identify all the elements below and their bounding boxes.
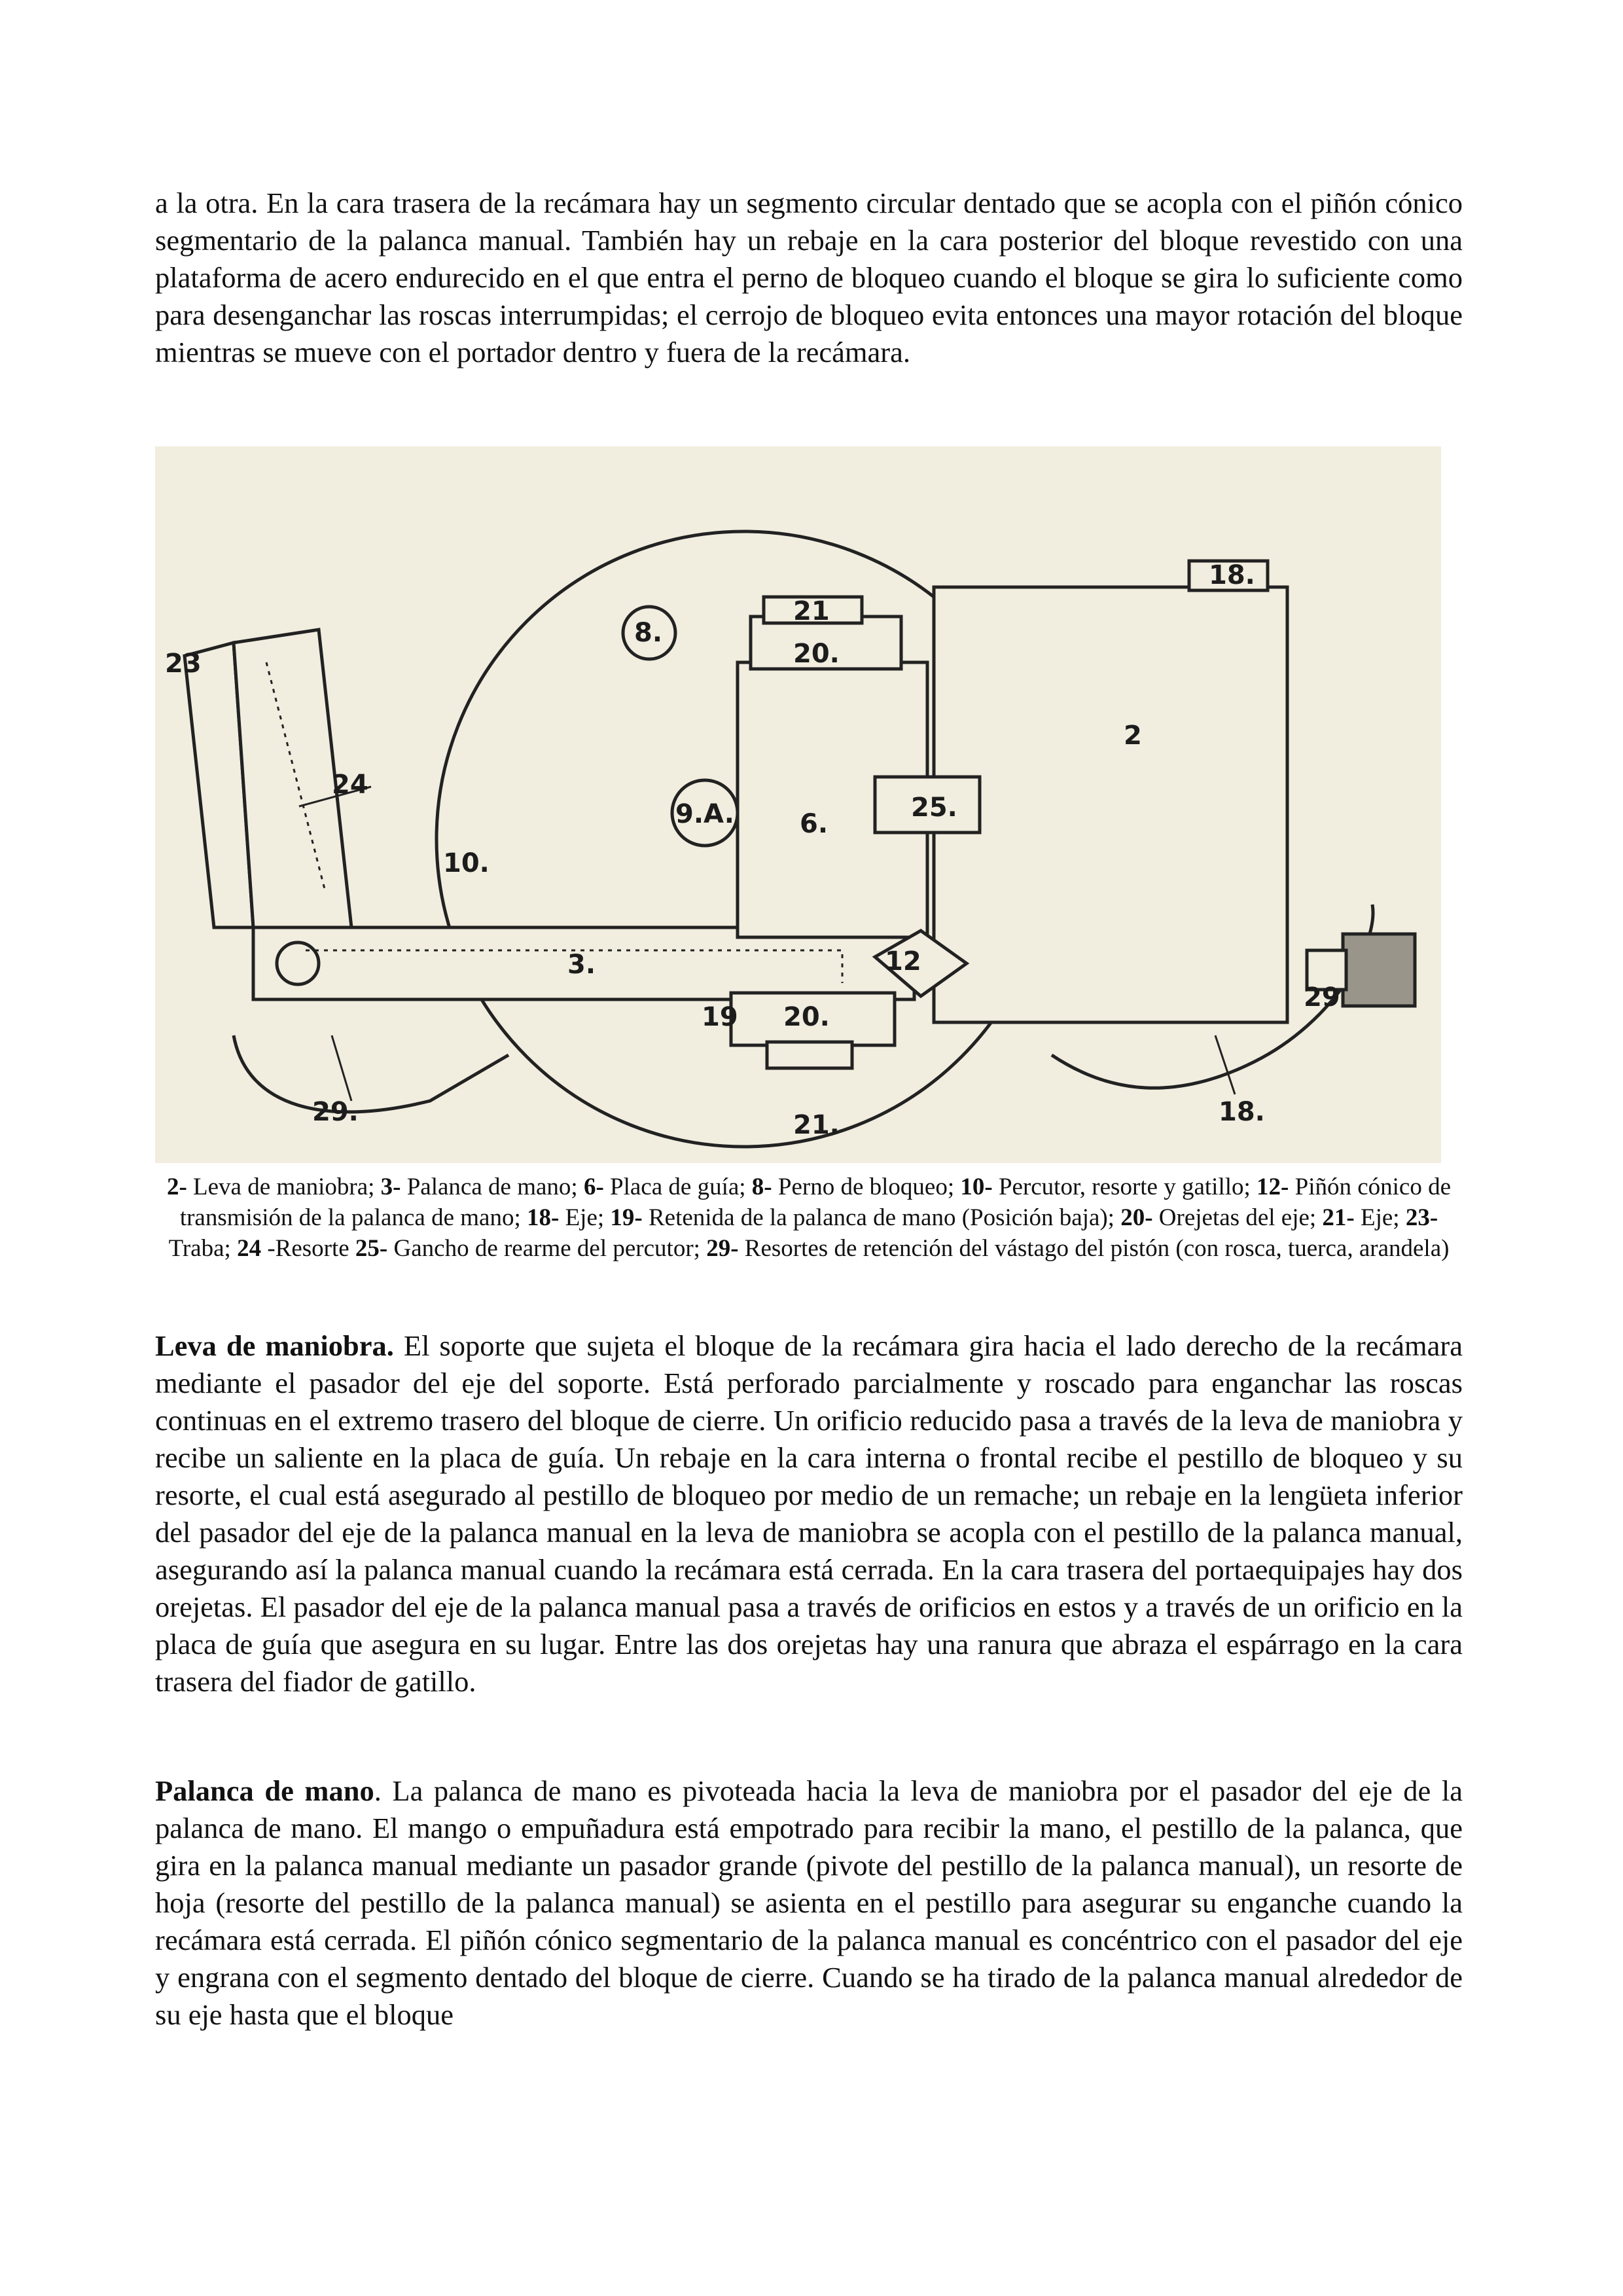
label-21-bottom: 21. xyxy=(793,1110,840,1140)
caption-num: 19- xyxy=(610,1204,643,1231)
caption-num: 25- xyxy=(355,1235,388,1262)
carrier-left-arc xyxy=(234,1035,508,1112)
label-20-top: 20. xyxy=(793,639,840,669)
label-8: 8. xyxy=(634,618,663,648)
knurled-knob xyxy=(1343,934,1415,1006)
caption-num: 23- xyxy=(1405,1204,1438,1231)
section-heading: Palanca de mano xyxy=(155,1774,374,1807)
label-20-bottom: 20. xyxy=(783,1002,830,1032)
breech-mechanism-diagram xyxy=(155,446,1441,1163)
section-heading: Leva de maniobra. xyxy=(155,1329,394,1362)
label-9a: 9.A. xyxy=(675,799,734,829)
caption-num: 21- xyxy=(1322,1204,1355,1231)
label-25: 25. xyxy=(911,793,957,823)
label-18-top: 18. xyxy=(1209,560,1255,590)
caption-num: 12- xyxy=(1257,1174,1289,1200)
label-18-bottom: 18. xyxy=(1219,1097,1265,1127)
paragraph-intro: a la otra. En la cara trasera de la recámara hay un segmento circular dentado que se acopla con el piñón cónico segmentario de la palanca manual. También hay un rebaje en la cara posterior del bloque revestido con una plataforma de acero endurecido en el que entra el perno de bloqueo cuando el bloque se gira lo suficiente como para desenganchar las roscas interrumpidas; el cerrojo de bloqueo evita entonces una mayor rotación del bloque mientras se mueve con el portador dentro y fuera de la recámara. xyxy=(155,187,1463,368)
caption-text: Eje; xyxy=(1354,1204,1406,1231)
caption-text: Traba; xyxy=(168,1235,238,1262)
label-2: 2 xyxy=(1124,721,1142,751)
caption-num: 10- xyxy=(960,1174,993,1200)
breech-mechanism-figure xyxy=(155,446,1441,1163)
paragraph-palanca-de-mano xyxy=(155,1772,1463,2034)
label-24: 24 xyxy=(332,770,368,800)
caption-text: Piñón cónico de transmisión de la palanca de mano; xyxy=(179,1174,1452,1231)
leader-29 xyxy=(332,1035,351,1101)
label-6: 6. xyxy=(800,809,829,839)
caption-num: 29- xyxy=(706,1235,739,1262)
paragraph-body: . La palanca de mano es pivoteada hacia la leva de maniobra por el pasador del eje de la palanca de mano. El mango o empuñadura está empotrado para recibir la mano, el pestillo de la palanca, que gira en la palanca manual mediante un pasador grande (pivote del pestillo de la palanca manual), un resorte de hoja (resorte del pestillo de la palanca manual) se asienta en el pestillo para asegurar su enganche cuando la recámara está cerrada. El piñón cónico segmentario de la palanca manual es concéntrico con el pasador del eje y engrana con el segmento dentado del bloque de cierre. Cuando se ha tirado de la palanca manual alrededor de su eje hasta que el bloque xyxy=(155,1774,1463,2031)
caption-num: 3- xyxy=(380,1174,401,1200)
caption-text: Percutor, resorte y gatillo; xyxy=(992,1174,1257,1200)
paragraph-leva-de-maniobra xyxy=(155,1327,1463,1700)
label-19: 19 xyxy=(702,1002,738,1032)
housing-block xyxy=(934,587,1287,1022)
label-3: 3. xyxy=(567,950,596,980)
caption-num: 2- xyxy=(166,1174,187,1200)
caption-text: Placa de guía; xyxy=(603,1174,752,1200)
label-21-top: 21 xyxy=(793,596,830,626)
paragraph-body: El soporte que sujeta el bloque de la recámara gira hacia el lado derecho de la recámara mediante el pasador del eje del soporte. Está perforado parcialmente y roscado para enganchar las roscas continuas en el extremo trasero del bloque de cierre. Un orificio reducido pasa a través de la leva de maniobra y recibe un saliente en la placa de guía. Un rebaje en la cara interna o frontal recibe el pestillo de bloqueo y su resorte, el cual está asegurado al pestillo de bloqueo por medio de un remache; un rebaje en la lengüeta inferior del pasador del eje de la palanca manual en la leva de maniobra se acopla con el pestillo de la palanca manual, asegurando así la palanca manual cuando la recámara está cerrada. En la cara trasera del portaequipajes hay dos orejetas. El pasador del eje de la palanca manual pasa a través de orificios en estos y a través de un orificio en la placa de guía que asegura en su lugar. Entre las dos orejetas hay una ranura que abraza el espárrago en la cara trasera del fiador de gatillo. xyxy=(155,1329,1463,1698)
axle-bottom xyxy=(767,1042,852,1068)
leader-18 xyxy=(1215,1035,1235,1094)
caption-text: -Resorte xyxy=(261,1235,355,1262)
label-12: 12 xyxy=(885,946,921,977)
caption-text: Resortes de retención del vástago del pistón (con rosca, tuerca, arandela) xyxy=(738,1235,1450,1262)
caption-text: Retenida de la palanca de mano (Posición baja); xyxy=(642,1204,1121,1231)
caption-num: 24 xyxy=(237,1235,262,1262)
label-23: 23 xyxy=(165,649,202,679)
label-29-left: 29. xyxy=(312,1097,359,1127)
caption-text: Perno de bloqueo; xyxy=(772,1174,961,1200)
caption-text: Orejetas del eje; xyxy=(1152,1204,1323,1231)
caption-num: 6- xyxy=(583,1174,604,1200)
caption-num: 20- xyxy=(1120,1204,1153,1231)
caption-text: Gancho de rearme del percutor; xyxy=(387,1235,707,1262)
figure-caption xyxy=(155,1172,1463,1264)
caption-text: Leva de maniobra; xyxy=(187,1174,381,1200)
caption-num: 8- xyxy=(751,1174,772,1200)
caption-text: Eje; xyxy=(559,1204,611,1231)
caption-num: 18- xyxy=(526,1204,560,1231)
label-29-right: 29 xyxy=(1304,982,1340,1013)
label-10: 10. xyxy=(443,848,490,878)
caption-text: Palanca de mano; xyxy=(401,1174,584,1200)
